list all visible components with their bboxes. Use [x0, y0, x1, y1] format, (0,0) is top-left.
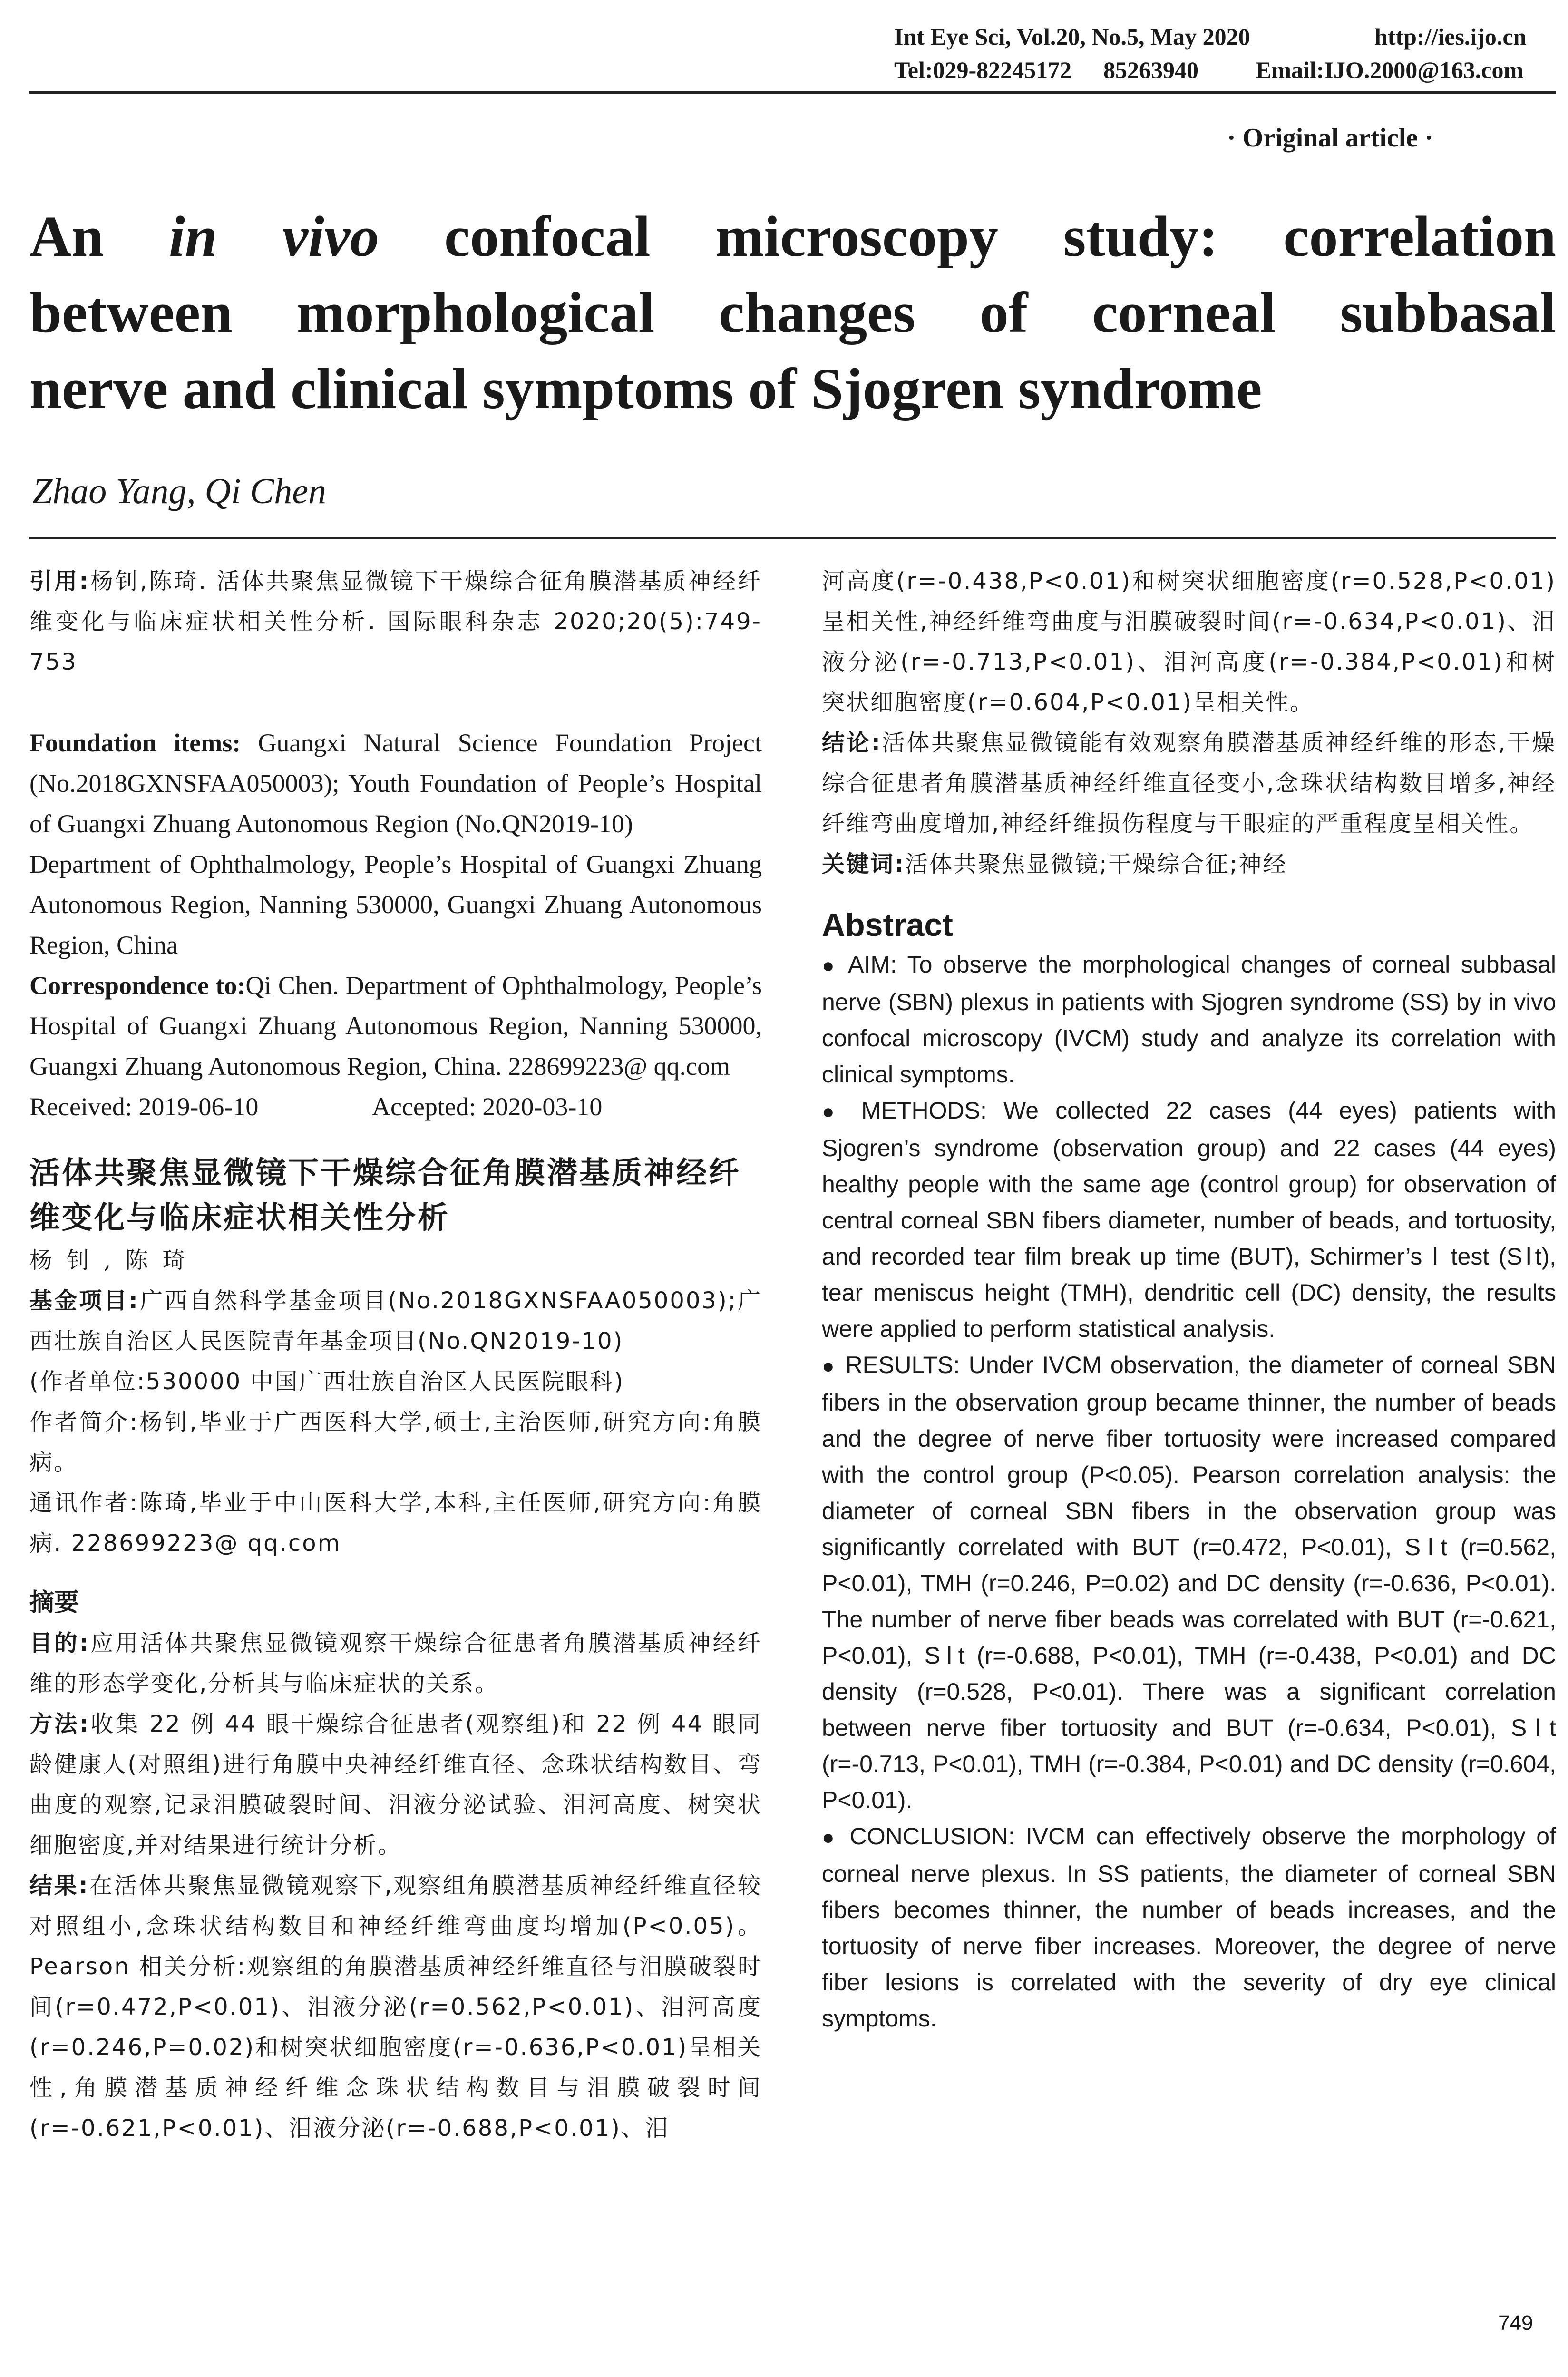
page-number: 749: [1498, 2311, 1533, 2335]
abstract-methods: ● METHODS: We collected 22 cases (44 eyes) patients with Sjogren’s syndrome (observation group) and 22 cases (44 eyes) healthy people with the same age (control group) for observation of central corneal SBN fibers diameter, number of beads, and tortuosity, and recorded tear film break up time (BUT), Schirmer’s Ⅰ test (SⅠt), tear meniscus height (TMH), dendritic cell (DC) density, the results were applied to perform statistical analysis.: [822, 1097, 1556, 1342]
title-italic: in vivo: [169, 205, 379, 269]
correspondence: Correspondence to:Qi Chen. Department of Ophthalmology, People’s Hospital of Guangxi Zhuang Autonomous Region, Nanning 530000, Guangxi Zhuang Autonomous Region, China. 228699223@ qq.com: [29, 971, 762, 1081]
chinese-fund: 基金项目:广西自然科学基金项目(No.2018GXNSFAA050003);广西壮族自治区人民医院青年基金项目(No.QN2019-10): [29, 1287, 762, 1354]
chinese-bio: 作者简介:杨钊,毕业于广西医科大学,硕士,主治医师,研究方向:角膜病。: [29, 1409, 762, 1476]
dates: [29, 1087, 762, 1127]
header-rule: [29, 91, 1556, 94]
chinese-title: 活体共聚焦显微镜下干燥综合征角膜潜基质神经纤维变化与临床症状相关性分析: [29, 1156, 741, 1236]
citation: 引用:杨钊,陈琦. 活体共聚焦显微镜下干燥综合征角膜潜基质神经纤维变化与临床症状相关性分析. 国际眼科杂志 2020;20(5):749-753: [29, 568, 762, 675]
article-title: [29, 199, 1556, 427]
right-column: [822, 561, 1556, 2036]
received-date: Received: 2019-06-10: [29, 1092, 259, 1121]
chinese-methods: 方法:收集 22 例 44 眼干燥综合征患者(观察组)和 22 例 44 眼同龄健康人(对照组)进行角膜中央神经纤维直径、念珠状结构数目、弯曲度的观察,记录泪膜破裂时间、泪液分泌试验、泪河高度、树突状细胞密度,并对结果进行统计分析。: [29, 1711, 762, 1859]
title-line-3: nerve and clinical symptoms of Sjogren syndrome: [29, 357, 1262, 421]
chinese-abstract-heading: 摘要: [29, 1588, 79, 1617]
department: Department of Ophthalmology, People’s Hospital of Guangxi Zhuang Autonomous Region, Nanning 530000, Guangxi Zhuang Autonomous Region, China: [29, 850, 762, 959]
abstract-conclusion: ● CONCLUSION: IVCM can effectively observe the morphology of corneal nerve plexus. In SS patients, the diameter of corneal SBN fibers becomes thinner, the number of beads increases, and the tortuosity of nerve fiber increases. Moreover, the degree of nerve fiber lesions is correlated with the severity of dry eye clinical symptoms.: [822, 1823, 1556, 2032]
abstract-aim: ● AIM: To observe the morphological changes of corneal subbasal nerve (SBN) plexus in patients with Sjogren syndrome (SS) by in vivo confocal microscopy (IVCM) study and analyze its correlation with clinical symptoms.: [822, 951, 1556, 1088]
journal-tel2: 85263940: [1103, 57, 1198, 83]
chinese-keywords: 关键词:活体共聚焦显微镜;干燥综合征;神经: [822, 851, 1287, 877]
chinese-results: 结果:在活体共聚焦显微镜观察下,观察组角膜潜基质神经纤维直径较对照组小,念珠状结构数目和神经纤维弯曲度均增加(P<0.05)。Pearson 相关分析:观察组的角膜潜基质神经纤维直径与泪膜破裂时间(r=0.472,P<0.01)、泪液分泌(r=0.562,P<0.01)、泪河高度(r=0.246,P=0.02)和树突状细胞密度(r=-0.636,P<0.01)呈相关性,角膜潜基质神经纤维念珠状结构数目与泪膜破裂时间(r=-0.621,P<0.01)、泪液分泌(r=-0.688,P<0.01)、泪: [29, 1872, 762, 2142]
chinese-correspondence: 通讯作者:陈琦,毕业于中山医科大学,本科,主任医师,研究方向:角膜病. 228699223@ qq.com: [29, 1490, 762, 1557]
title-rule: [29, 537, 1556, 539]
chinese-authors: 杨钊,陈琦: [29, 1247, 200, 1274]
journal-header: [894, 23, 1550, 50]
article-type: · Original article ·: [1227, 123, 1433, 153]
journal-email[interactable]: Email:IJO.2000@163.com: [1256, 57, 1524, 83]
chinese-unit: (作者单位:530000 中国广西壮族自治区人民医院眼科): [29, 1368, 625, 1395]
left-column: [29, 561, 762, 2149]
abstract-results: ● RESULTS: Under IVCM observation, the diameter of corneal SBN fibers in the observation group became thinner, the number of beads and the degree of nerve fiber tortuosity were increased compared with the control group (P<0.05). Pearson correlation analysis: the diameter of corneal SBN fibers in the observation group was significantly correlated with BUT (r=0.472, P<0.01), SⅠt (r=0.562, P<0.01), TMH (r=0.246, P=0.02) and DC density (r=-0.636, P<0.01). The number of nerve fiber beads was correlated with BUT (r=-0.621, P<0.01), SⅠt (r=-0.688, P<0.01), TMH (r=-0.438, P<0.01) and DC density (r=0.528, P<0.01). There was a significant correlation between nerve fiber tortuosity and BUT (r=-0.634, P<0.01), SⅠt (r=-0.713, P<0.01), TMH (r=-0.384, P<0.01) and DC density (r=0.604, P<0.01).: [822, 1352, 1556, 1813]
author-list: Zhao Yang, Qi Chen: [32, 471, 326, 511]
journal-info: Int Eye Sci, Vol.20, No.5, May 2020: [894, 23, 1250, 50]
title-line-1: An in vivo confocal microscopy study: correlation: [29, 205, 1556, 269]
foundation-items: Foundation items: Guangxi Natural Science Foundation Project (No.2018GXNSFAA050003); Youth Foundation of People’s Hospital of Guangxi Zhuang Autonomous Region (No.QN2019-10): [29, 729, 762, 838]
title-line-2: between morphological changes of corneal subbasal: [29, 281, 1556, 345]
journal-url[interactable]: http://ies.ijo.cn: [1374, 23, 1527, 50]
chinese-aim: 目的:应用活体共聚焦显微镜观察干燥综合征患者角膜潜基质神经纤维的形态学变化,分析其与临床症状的关系。: [29, 1630, 762, 1697]
journal-tel: Tel:029-82245172: [894, 57, 1072, 83]
journal-contact: [894, 56, 1550, 84]
chinese-conclusion: 结论:活体共聚焦显微镜能有效观察角膜潜基质神经纤维的形态,干燥综合征患者角膜潜基质神经纤维直径变小,念珠状结构数目增多,神经纤维弯曲度增加,神经纤维损伤程度与干眼症的严重程度呈相关性。: [822, 730, 1556, 837]
chinese-results-continued: 河高度(r=-0.438,P<0.01)和树突状细胞密度(r=0.528,P<0.01)呈相关性,神经纤维弯曲度与泪膜破裂时间(r=-0.634,P<0.01)、泪液分泌(r=-0.713,P<0.01)、泪河高度(r=-0.384,P<0.01)和树突状细胞密度(r=0.604,P<0.01)呈相关性。: [822, 568, 1556, 716]
accepted-date: Accepted: 2020-03-10: [372, 1092, 603, 1121]
abstract-heading: Abstract: [822, 907, 953, 943]
